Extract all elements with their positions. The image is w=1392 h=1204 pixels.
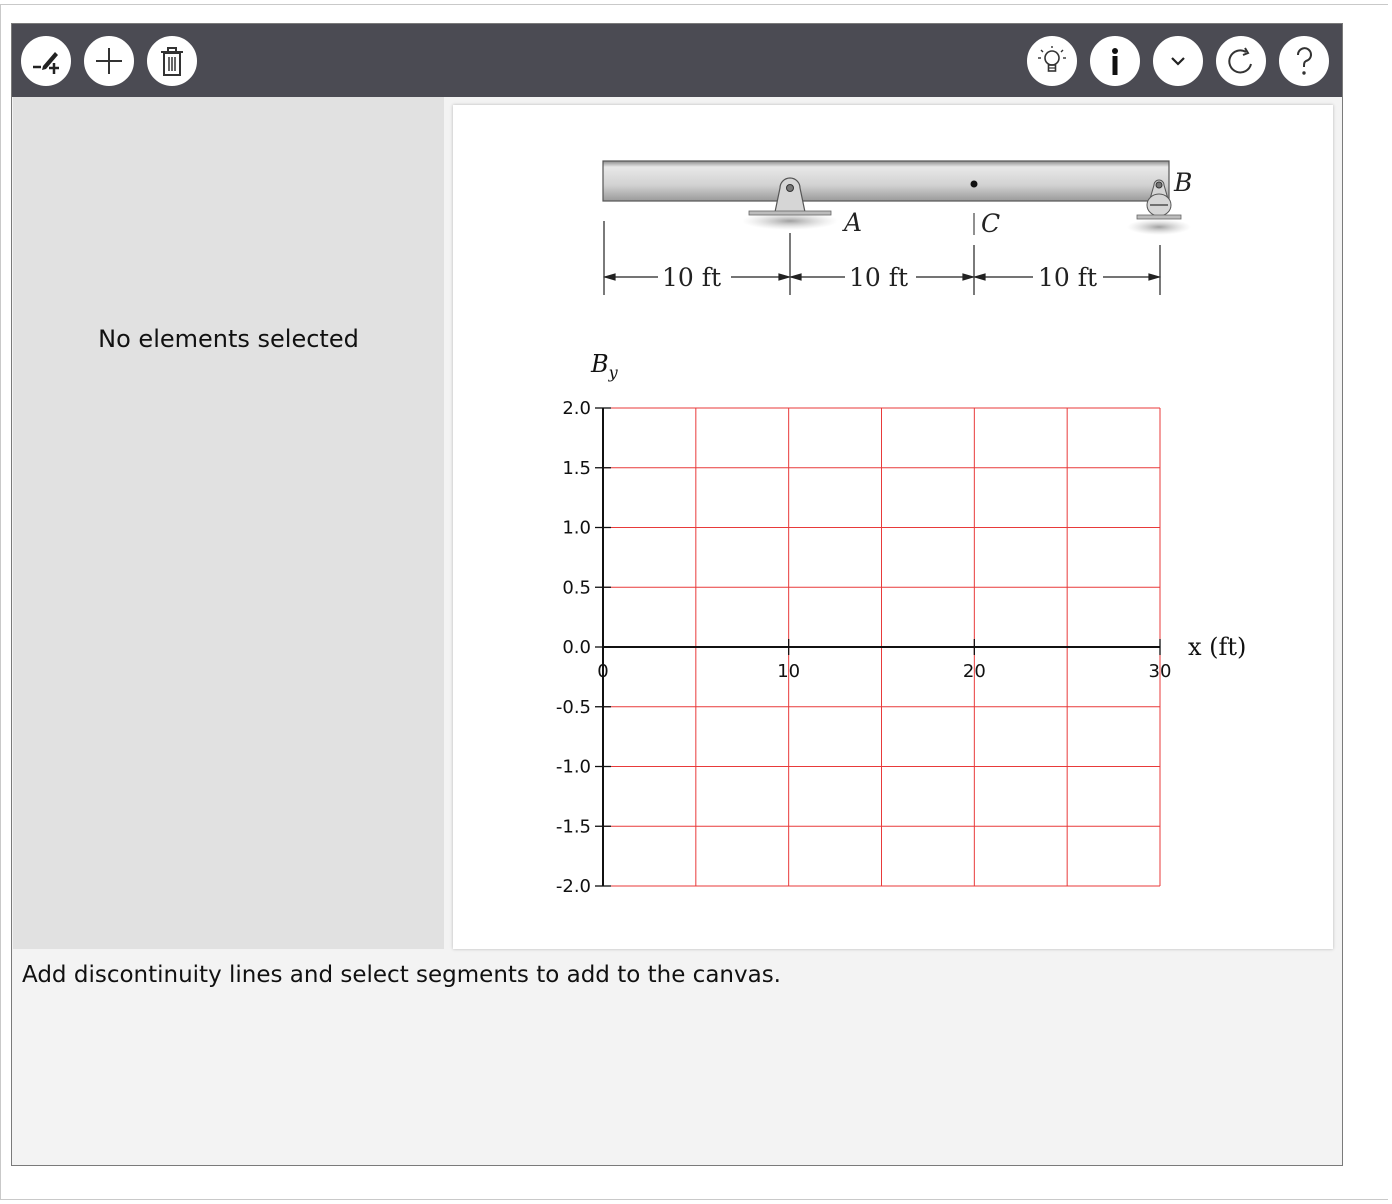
redo-icon <box>1224 44 1258 78</box>
label-b: B <box>1174 168 1193 197</box>
chevron-down-icon <box>1161 44 1195 78</box>
x-tick-label: 10 <box>777 661 801 682</box>
y-tick-label: -0.5 <box>555 696 591 718</box>
canvas-svg[interactable] <box>453 105 1333 949</box>
expand-button[interactable] <box>1151 34 1205 88</box>
help-button[interactable] <box>1277 34 1331 88</box>
add-icon <box>92 44 126 78</box>
y-tick-label: 0.0 <box>562 637 591 658</box>
draw-discontinuity-icon <box>29 44 63 78</box>
beam-diagram <box>603 161 1192 295</box>
y-axis-label: $B_y$ <box>591 350 618 382</box>
chart-axes <box>595 408 1160 886</box>
draw-discontinuity-button[interactable] <box>19 34 73 88</box>
drawing-canvas[interactable] <box>453 105 1333 949</box>
delete-button[interactable] <box>145 34 199 88</box>
toolbar <box>12 24 1342 97</box>
label-c: C <box>981 209 1001 238</box>
properties-panel <box>13 97 444 949</box>
y-tick-label: 1.5 <box>562 457 591 479</box>
lightbulb-icon <box>1035 44 1069 78</box>
y-tick-label: 0.5 <box>562 577 591 599</box>
y-tick-label: 2.0 <box>562 398 591 419</box>
add-button[interactable] <box>82 34 136 88</box>
label-a: A <box>844 208 863 237</box>
x-tick-label: 0 <box>597 661 609 682</box>
info-icon <box>1098 44 1132 78</box>
hint-button[interactable] <box>1025 34 1079 88</box>
x-tick-label: 30 <box>1148 661 1172 682</box>
point-c-marker <box>971 181 978 188</box>
dimension-label-1: 10 ft <box>662 263 722 292</box>
instructions-text: Add discontinuity lines and select segments to add to the canvas. <box>22 962 781 988</box>
y-tick-label: -1.5 <box>555 816 591 838</box>
dimension-label-2: 10 ft <box>849 263 909 292</box>
y-tick-label: -2.0 <box>555 876 591 897</box>
help-icon <box>1287 44 1321 78</box>
x-tick-label: 20 <box>962 661 986 682</box>
y-tick-label: 1.0 <box>562 517 591 539</box>
redo-button[interactable] <box>1214 34 1268 88</box>
app-frame <box>11 23 1343 1166</box>
dimension-label-3: 10 ft <box>1038 263 1098 292</box>
beam <box>603 161 1169 201</box>
y-tick-label: -1.0 <box>555 756 591 778</box>
by-chart[interactable] <box>556 350 1247 897</box>
trash-icon <box>155 44 189 78</box>
selection-status: No elements selected <box>98 325 359 353</box>
info-button[interactable] <box>1088 34 1142 88</box>
x-axis-label: x (ft) <box>1188 633 1247 661</box>
